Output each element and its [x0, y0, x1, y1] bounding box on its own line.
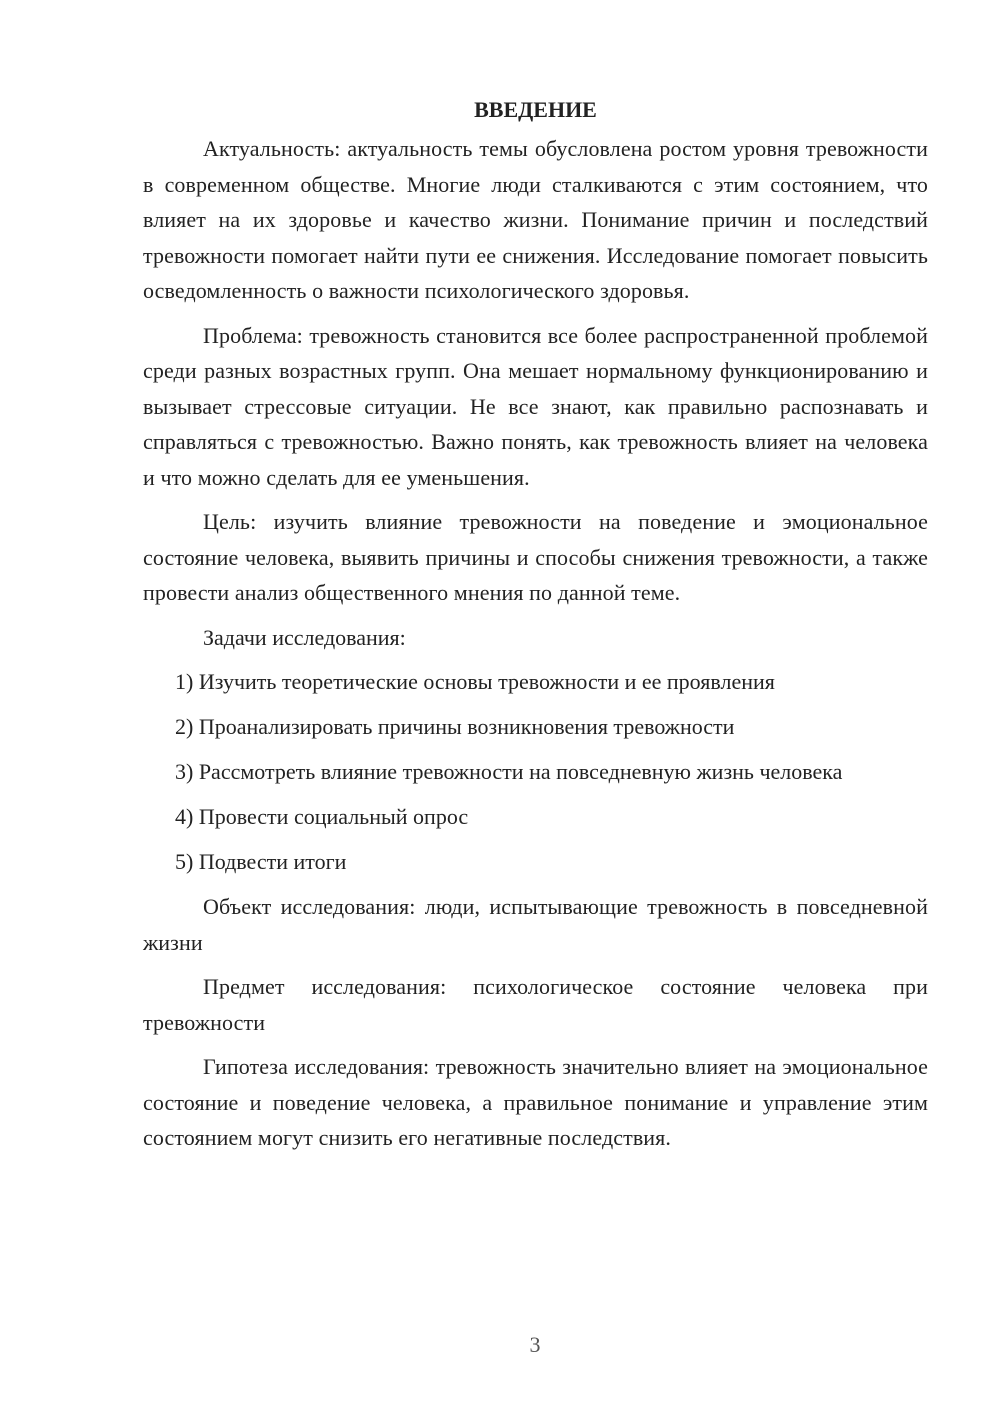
task-item-4: 4) Провести социальный опрос	[175, 804, 469, 829]
paragraph-goal: Цель: изучить влияние тревожности на поведение и эмоциональное состояние человека, выявить причины и способы снижения тревожности, а также провести анализ общественного мнения по данной теме.	[143, 509, 928, 605]
paragraph-subject: Предмет исследования: психологическое состояние человека при тревожности	[143, 974, 928, 1035]
task-list	[143, 664, 928, 880]
paragraph-problem: Проблема: тревожность становится все более распространенной проблемой среди разных возрастных групп. Она мешает нормальному функционированию и вызывает стрессовые ситуации. Не все знают, как правильно распознавать и справляться с тревожностью. Важно понять, как тревожность влияет на человека и что можно сделать для ее уменьшения.	[143, 322, 928, 490]
task-item-5: 5) Подвести итоги	[175, 849, 347, 874]
paragraph-relevance: Актуальность: актуальность темы обусловлена ростом уровня тревожности в современном обществе. Многие люди сталкиваются с этим состоянием, что влияет на их здоровье и качество жизни. Понимание причин и последствий тревожности помогает найти пути ее снижения. Исследование помогает повысить осведомленность о важности психологического здоровья.	[143, 136, 928, 303]
tasks-heading: Задачи исследования:	[203, 624, 406, 650]
page-title: ВВЕДЕНИЕ	[474, 97, 597, 122]
paragraph-object: Объект исследования: люди, испытывающие тревожность в повседневной жизни	[143, 894, 928, 955]
task-item-2: 2) Проанализировать причины возникновения тревожности	[175, 714, 735, 739]
task-item-1: 1) Изучить теоретические основы тревожности и ее проявления	[175, 669, 775, 694]
paragraph-hypothesis: Гипотеза исследования: тревожность значительно влияет на эмоциональное состояние и поведение человека, а правильное понимание и управление этим состоянием могут снизить его негативные последствия.	[143, 1054, 928, 1150]
page-number: 3	[529, 1332, 541, 1357]
document-page	[143, 95, 928, 1165]
task-item-3: 3) Рассмотреть влияние тревожности на повседневную жизнь человека	[175, 759, 843, 784]
